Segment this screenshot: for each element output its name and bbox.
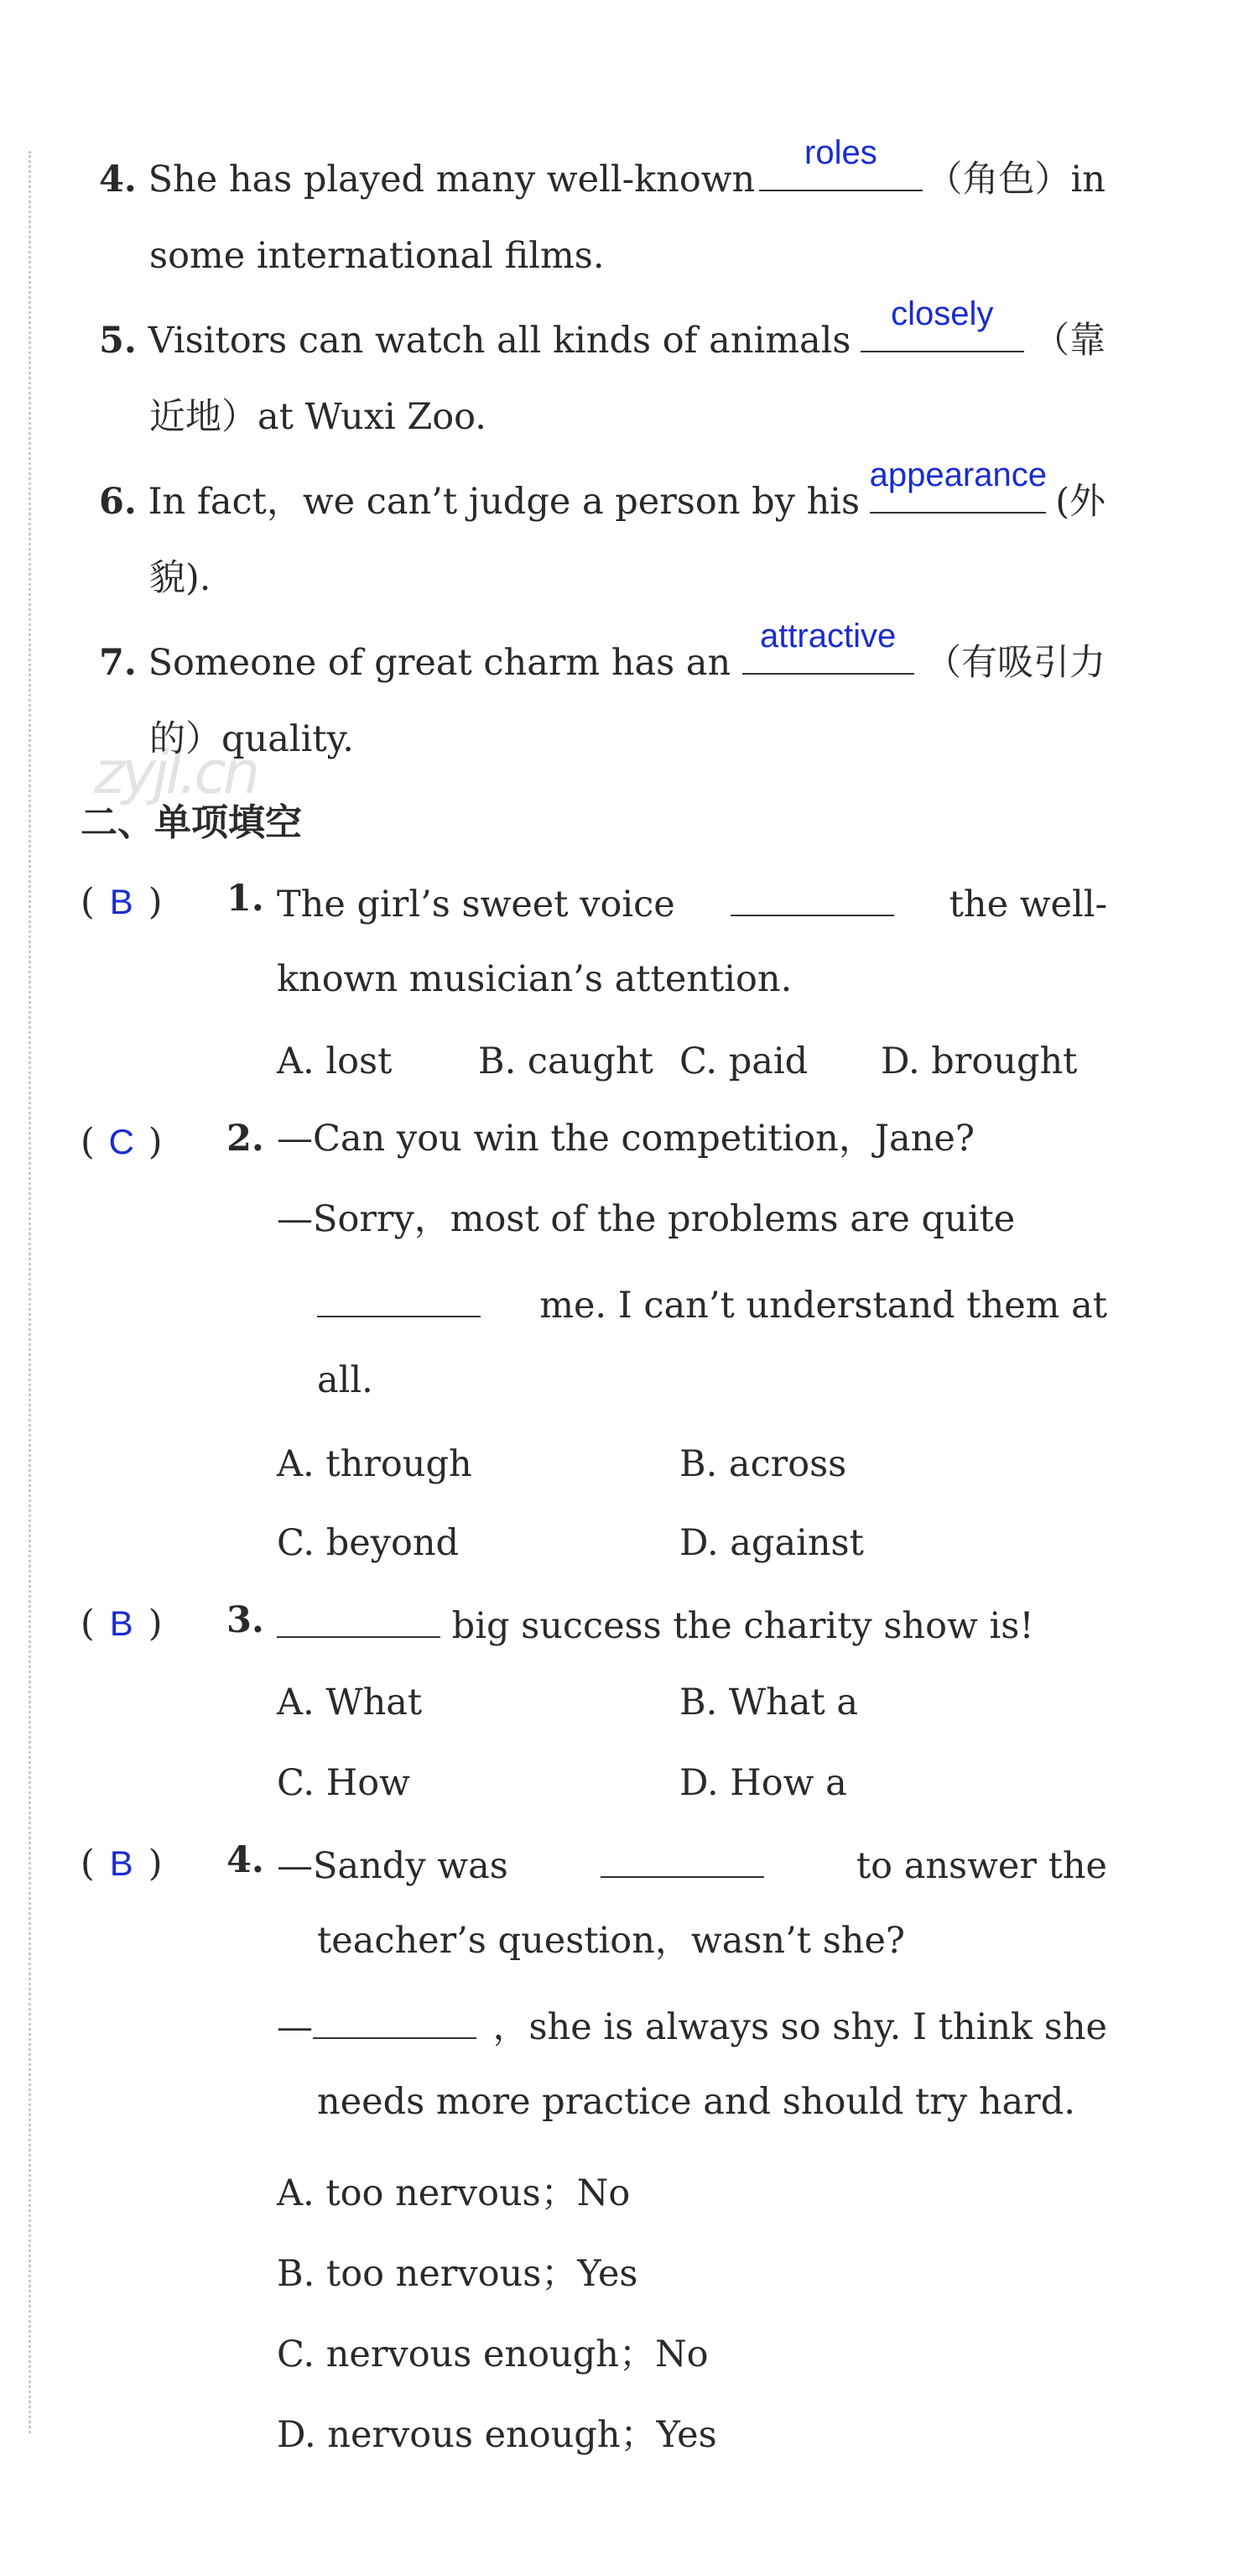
- item-text: (外: [1055, 481, 1106, 523]
- option-d: D. nervous enough；Yes: [277, 2414, 717, 2456]
- fill-item-6: [99, 456, 1106, 523]
- answer-blank: [731, 881, 894, 916]
- option-c: C. nervous enough；No: [277, 2334, 709, 2375]
- option-a: A. too nervous；No: [277, 2172, 631, 2214]
- handwritten-answer: attractive: [759, 618, 897, 654]
- handwritten-answer: appearance: [869, 456, 1047, 493]
- question-number: 2.: [226, 1118, 264, 1160]
- question-4-line-3: — ，she is always so shy. I think she: [277, 2004, 1107, 2046]
- option-a: A. What: [277, 1682, 423, 1723]
- margin-dotted-line: [29, 151, 31, 2433]
- question-text: The girl’s sweet voice: [277, 884, 675, 926]
- item-text: （有吸引力: [925, 642, 1106, 684]
- answer-blank: [759, 134, 923, 191]
- handwritten-answer: C: [108, 1122, 134, 1161]
- answer-paren-3: ( B ): [81, 1603, 163, 1645]
- answer-blank: [313, 2004, 476, 2039]
- question-4-line-4: needs more practice and should try hard.: [317, 2081, 1075, 2123]
- question-text: to answer the: [856, 1845, 1107, 1887]
- item-text: （靠: [1033, 320, 1106, 362]
- answer-blank: [317, 1282, 481, 1317]
- option-d: D. How a: [679, 1762, 847, 1804]
- question-text: the well-: [949, 884, 1107, 926]
- handwritten-answer: closely: [891, 295, 994, 332]
- item-text: In fact，we can’t judge a person by his: [148, 481, 861, 523]
- answer-blank: [742, 618, 914, 675]
- question-1-line-2: known musician’s attention.: [277, 958, 793, 1000]
- fill-item-5: [99, 295, 1106, 362]
- handwritten-answer: B: [109, 882, 133, 921]
- question-text: me. I can’t understand them at: [539, 1285, 1107, 1327]
- question-3-line-1: [277, 1603, 1034, 1645]
- section-title: 二、单项填空: [81, 801, 302, 844]
- question-number: 3.: [226, 1599, 264, 1641]
- item-number: 4.: [99, 159, 137, 201]
- handwritten-answer: roles: [804, 134, 877, 171]
- item-number: 6.: [99, 481, 137, 523]
- option-c: C. beyond: [277, 1522, 460, 1564]
- fill-item-4-cont: some international films.: [149, 235, 605, 277]
- option-a: A. through: [277, 1443, 472, 1485]
- answer-paren-1: ( B ): [81, 881, 163, 923]
- answer-blank: [277, 1603, 440, 1638]
- answer-paren-4: ( B ): [81, 1843, 163, 1885]
- question-text: —Sandy was: [277, 1845, 508, 1887]
- question-2-line-3: [317, 1282, 1107, 1327]
- option-b: B. What a: [679, 1682, 859, 1723]
- item-number: 5.: [99, 320, 137, 362]
- watermark: zyjl.cn: [94, 738, 258, 807]
- item-text: Someone of great charm has an: [148, 642, 731, 684]
- option-b: B. caught: [478, 1040, 653, 1082]
- question-1-line-1: [277, 881, 1107, 926]
- option-b: B. across: [679, 1443, 847, 1485]
- fill-item-4: [99, 134, 1106, 201]
- option-d: D. against: [679, 1522, 864, 1564]
- item-text: （角色）in: [926, 159, 1106, 201]
- item-number: 7.: [99, 642, 137, 684]
- answer-paren-2: ( C ): [81, 1121, 163, 1163]
- item-text: Visitors can watch all kinds of animals: [148, 320, 851, 362]
- answer-blank: [869, 456, 1047, 514]
- answer-blank: [861, 295, 1024, 352]
- handwritten-answer: B: [109, 1603, 133, 1643]
- answer-blank: [601, 1843, 764, 1878]
- option-b: B. too nervous；Yes: [277, 2253, 638, 2295]
- fill-item-5-cont: 近地）at Wuxi Zoo.: [149, 396, 486, 438]
- question-number: 1.: [226, 878, 264, 920]
- question-text: big success the charity show is!: [451, 1605, 1034, 1647]
- fill-item-6-cont: 貌).: [149, 557, 211, 599]
- question-number: 4.: [226, 1839, 264, 1881]
- option-a: A. lost: [277, 1040, 393, 1082]
- question-2-line-2: —Sorry，most of the problems are quite: [277, 1198, 1016, 1240]
- option-c: C. How: [277, 1762, 410, 1804]
- question-2-line-4: all.: [317, 1359, 373, 1401]
- handwritten-answer: B: [109, 1843, 133, 1883]
- item-text: She has played many well-known: [148, 159, 756, 201]
- option-d: D. brought: [881, 1040, 1078, 1082]
- option-c: C. paid: [679, 1040, 809, 1082]
- question-4-line-1: [277, 1843, 1107, 1885]
- question-2-line-1: —Can you win the competition，Jane?: [277, 1118, 975, 1160]
- fill-item-7-cont: 的）quality.: [149, 718, 354, 760]
- question-4-line-2: teacher’s question，wasn’t she?: [317, 1920, 905, 1962]
- fill-item-7: [99, 618, 1106, 684]
- question-text: ，she is always so shy. I think she: [492, 2006, 1107, 2048]
